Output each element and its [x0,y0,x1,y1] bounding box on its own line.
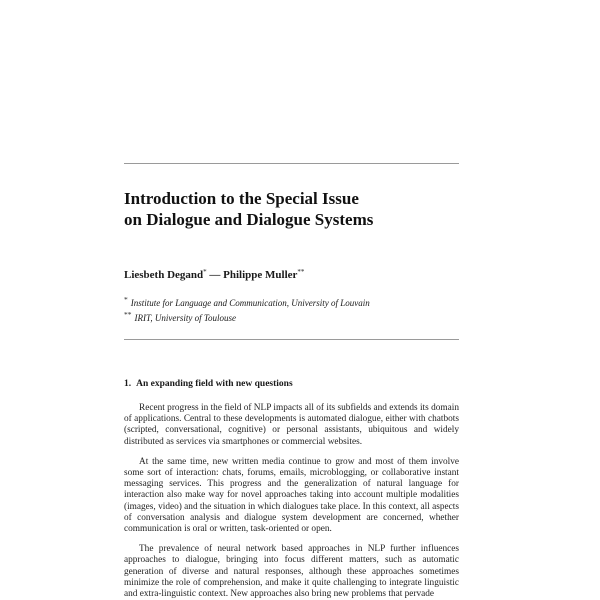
author-degand-mark: * [203,268,207,276]
author-separator: — [206,269,224,281]
affiliation-2-text: IRIT, University of Toulouse [134,313,236,323]
affiliation-2-mark: ** [124,310,132,319]
title-line-1: Introduction to the Special Issue [124,189,359,208]
section-heading [124,378,293,390]
author-muller: Philippe Muller [223,269,298,281]
affiliation-1-text: Institute for Language and Communication, University of Louvain [130,298,370,308]
section-title: An expanding field with new questions [136,379,293,389]
affiliation-1 [124,294,370,309]
section-number: 1. [124,379,132,389]
affiliations [124,294,370,324]
paragraph-3: The prevalence of neural network based approaches in NLP further influences approaches to dialogue, bringing into focus different matters, such as automatic generation of diverse and natural responses, although these approaches sometimes minimize the role of comprehension, and make it quite challenging to integrate linguistic and extra-linguistic context. New approaches also bring new problems that pervade [124,544,459,600]
top-rule [124,163,459,164]
author-degand: Liesbeth Degand [124,269,204,281]
paragraph-2: At the same time, new written media continue to grow and most of them involve some sort of interaction: chats, forums, emails, microblogging, or collaborative instant messaging services. This progress and the generalization of natural language for interaction also make way for novel approaches taking into account multiple modalities (images, video) and the situation in which dialogues take place. In this context, all aspects of conversation analysis and dialogue system development are concerned, whether communication is oral or written, task-oriented or open. [124,456,459,535]
paragraph-1: Recent progress in the field of NLP impacts all of its subfields and extends its domain of applications. Central to these developments is automated dialogue, either with chatbots (scripted, conversational, cognitive) or personal assistants, ubiquitous and widely distributed as services via smartphones or commercial websites. [124,403,459,447]
body-text [124,403,459,600]
paper-title [124,188,459,230]
affiliation-1-mark: * [124,295,128,304]
header-rule [124,339,459,340]
title-line-2: on Dialogue and Dialogue Systems [124,210,374,229]
author-list [124,266,304,282]
author-muller-mark: ** [297,268,305,276]
affiliation-2 [124,309,370,324]
